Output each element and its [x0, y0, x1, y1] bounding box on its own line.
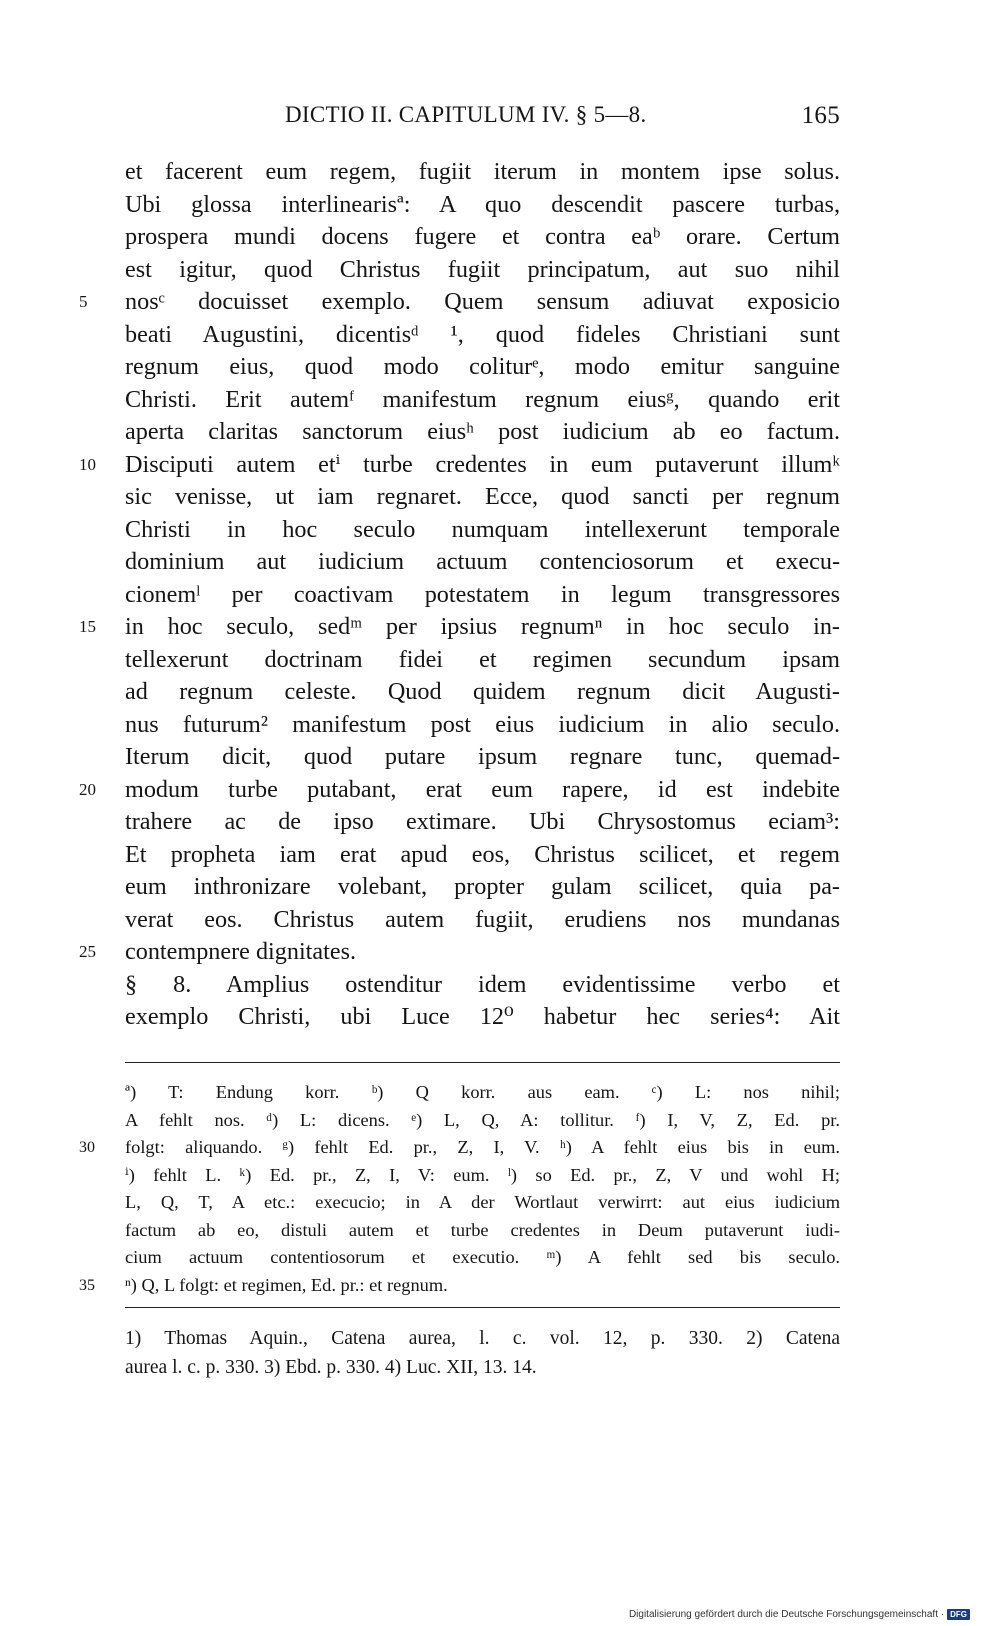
line-text: regnum eius, quod modo coliturᵉ, modo emitur sanguine: [125, 353, 840, 380]
line-text: factum ab eo, distuli autem et turbe credentes in Deum putaverunt iudi-: [125, 1219, 840, 1240]
text-line: [79, 1134, 840, 1162]
line-text: est igitur, quod Christus fugiit principatum, aut suo nihil: [125, 255, 840, 283]
line-text: Christi. Erit autemᶠ manifestum regnum eiusᵍ, quando erit: [125, 385, 840, 413]
text-line: [125, 806, 840, 839]
line-text: ⁿ) Q, L folgt: et regimen, Ed. pr.: et regnum.: [125, 1274, 448, 1295]
line-text: Ubi glossa interlinearisª: A quo descendit pascere turbas,: [125, 190, 840, 218]
text-line: [125, 384, 840, 417]
text-line: [125, 904, 840, 937]
line-text: tellexerunt doctrinam fidei et regimen secundum ipsam: [125, 645, 840, 673]
line-text: et facerent eum regem, fugiit iterum in montem ipse solus.: [125, 158, 840, 185]
text-line: [79, 449, 840, 482]
page-number: 165: [801, 102, 840, 129]
dfg-logo: DFG: [947, 1609, 970, 1620]
references-divider: [125, 1307, 840, 1308]
text-line: [125, 416, 840, 449]
running-title: DICTIO II. CAPITULUM IV. § 5—8.: [285, 102, 647, 127]
line-text: A fehlt nos. ᵈ) L: dicens. ᵉ) L, Q, A: tollitur. ᶠ) I, V, Z, Ed. pr.: [125, 1109, 840, 1130]
text-line: [125, 156, 840, 189]
line-text: Disciputi autem etⁱ turbe credentes in eum putaverunt illumᵏ: [125, 450, 840, 478]
text-line: [125, 1353, 840, 1382]
text-line: [79, 611, 840, 644]
line-text: nus futurum² manifestum post eius iudicium in alio seculo.: [125, 710, 840, 738]
text-line: [125, 839, 840, 872]
line-number: 5: [79, 292, 88, 311]
line-text: trahere ac de ipso extimare. Ubi Chrysostomus eciam³:: [125, 808, 840, 835]
line-text: dominium aut iudicium actuum contenciosorum et execu-: [125, 548, 840, 575]
line-text: prospera mundi docens fugere et contra eaᵇ orare. Certum: [125, 223, 840, 250]
text-line: [125, 1217, 840, 1245]
text-line: [125, 969, 840, 1002]
line-text: § 8. Amplius ostenditur idem evidentissime verbo et: [125, 970, 840, 998]
line-text: eum inthronizare volebant, propter gulam scilicet, quia pa-: [125, 873, 840, 900]
text-line: [125, 709, 840, 742]
line-text: 1) Thomas Aquin., Catena aurea, l. c. vol. 12, p. 330. 2) Catena: [125, 1328, 840, 1349]
text-line: [125, 1324, 840, 1353]
line-text: beati Augustini, dicentisᵈ ¹, quod fideles Christiani sunt: [125, 320, 840, 348]
text-line: [125, 221, 840, 254]
line-number: 35: [79, 1276, 95, 1294]
line-text: contempnere dignitates.: [125, 938, 357, 965]
line-text: aurea l. c. p. 330. 3) Ebd. p. 330. 4) Luc. XII, 13. 14.: [125, 1357, 537, 1378]
line-text: cium actuum contentiosorum et executio. ᵐ) A fehlt sed bis seculo.: [125, 1247, 840, 1267]
text-line: [79, 286, 840, 319]
line-text: nosᶜ docuisset exemplo. Quem sensum adiuvat exposicio: [125, 288, 840, 315]
text-line: [125, 644, 840, 677]
text-line: [125, 741, 840, 774]
line-text: ª) T: Endung korr. ᵇ) Q korr. aus eam. ᶜ) L: nos nihil;: [125, 1082, 840, 1102]
line-text: Iterum dicit, quod putare ipsum regnare tunc, quemad-: [125, 743, 840, 770]
text-line: [125, 189, 840, 222]
text-line: [125, 319, 840, 352]
text-line: [125, 1079, 840, 1107]
source-references: [125, 1324, 840, 1382]
line-number: 10: [79, 454, 96, 474]
line-text: verat eos. Christus autem fugiit, erudiens nos mundanas: [125, 905, 840, 933]
text-line: [125, 871, 840, 904]
line-text: L, Q, T, A etc.: execucio; in A der Wortlaut verwirrt: aut eius iudicium: [125, 1192, 840, 1212]
text-line: [125, 579, 840, 612]
text-line: [125, 546, 840, 579]
line-text: modum turbe putabant, erat eum rapere, id est indebite: [125, 775, 840, 803]
text-line: [125, 1162, 840, 1190]
main-text: [79, 156, 840, 1034]
apparatus-divider: [125, 1062, 840, 1063]
text-line: [125, 481, 840, 514]
text-line: [79, 774, 840, 807]
line-number: 15: [79, 617, 96, 636]
footer-credit: Digitalisierung gefördert durch die Deutsche Forschungsgemeinschaft ·: [628, 1609, 945, 1620]
line-text: ad regnum celeste. Quod quidem regnum dicit Augusti-: [125, 678, 840, 705]
text-line: [125, 676, 840, 709]
line-text: Christi in hoc seculo numquam intellexerunt temporale: [125, 515, 840, 543]
text-line: [125, 514, 840, 547]
digitization-footer: [629, 1609, 970, 1620]
line-number: 30: [79, 1139, 95, 1156]
line-text: exemplo Christi, ubi Luce 12⁰ habetur hec series⁴: Ait: [125, 1003, 840, 1030]
line-text: aperta claritas sanctorum eiusʰ post iudicium ab eo factum.: [125, 418, 840, 445]
text-line: [125, 1107, 840, 1135]
line-text: in hoc seculo, sedᵐ per ipsius regnumⁿ in hoc seculo in-: [125, 613, 840, 640]
text-line: [79, 936, 840, 969]
line-number: 25: [79, 942, 96, 961]
line-text: folgt: aliquando. ᵍ) fehlt Ed. pr., Z, I, V. ʰ) A fehlt eius bis in eum.: [125, 1137, 840, 1157]
line-text: Et propheta iam erat apud eos, Christus scilicet, et regem: [125, 840, 840, 868]
line-text: cionemˡ per coactivam potestatem in legum transgressores: [125, 580, 840, 608]
text-line: [125, 1001, 840, 1034]
text-line: [125, 254, 840, 287]
line-number: 20: [79, 779, 96, 799]
text-line: [125, 1189, 840, 1217]
critical-apparatus: [79, 1079, 840, 1299]
line-text: sic venisse, ut iam regnaret. Ecce, quod sancti per regnum: [125, 483, 840, 510]
running-header: [125, 102, 840, 132]
line-text: ⁱ) fehlt L. ᵏ) Ed. pr., Z, I, V: eum. ˡ) so Ed. pr., Z, V und wohl H;: [125, 1164, 840, 1185]
text-line: [125, 1244, 840, 1272]
text-line: [125, 351, 840, 384]
text-line: [79, 1272, 840, 1300]
